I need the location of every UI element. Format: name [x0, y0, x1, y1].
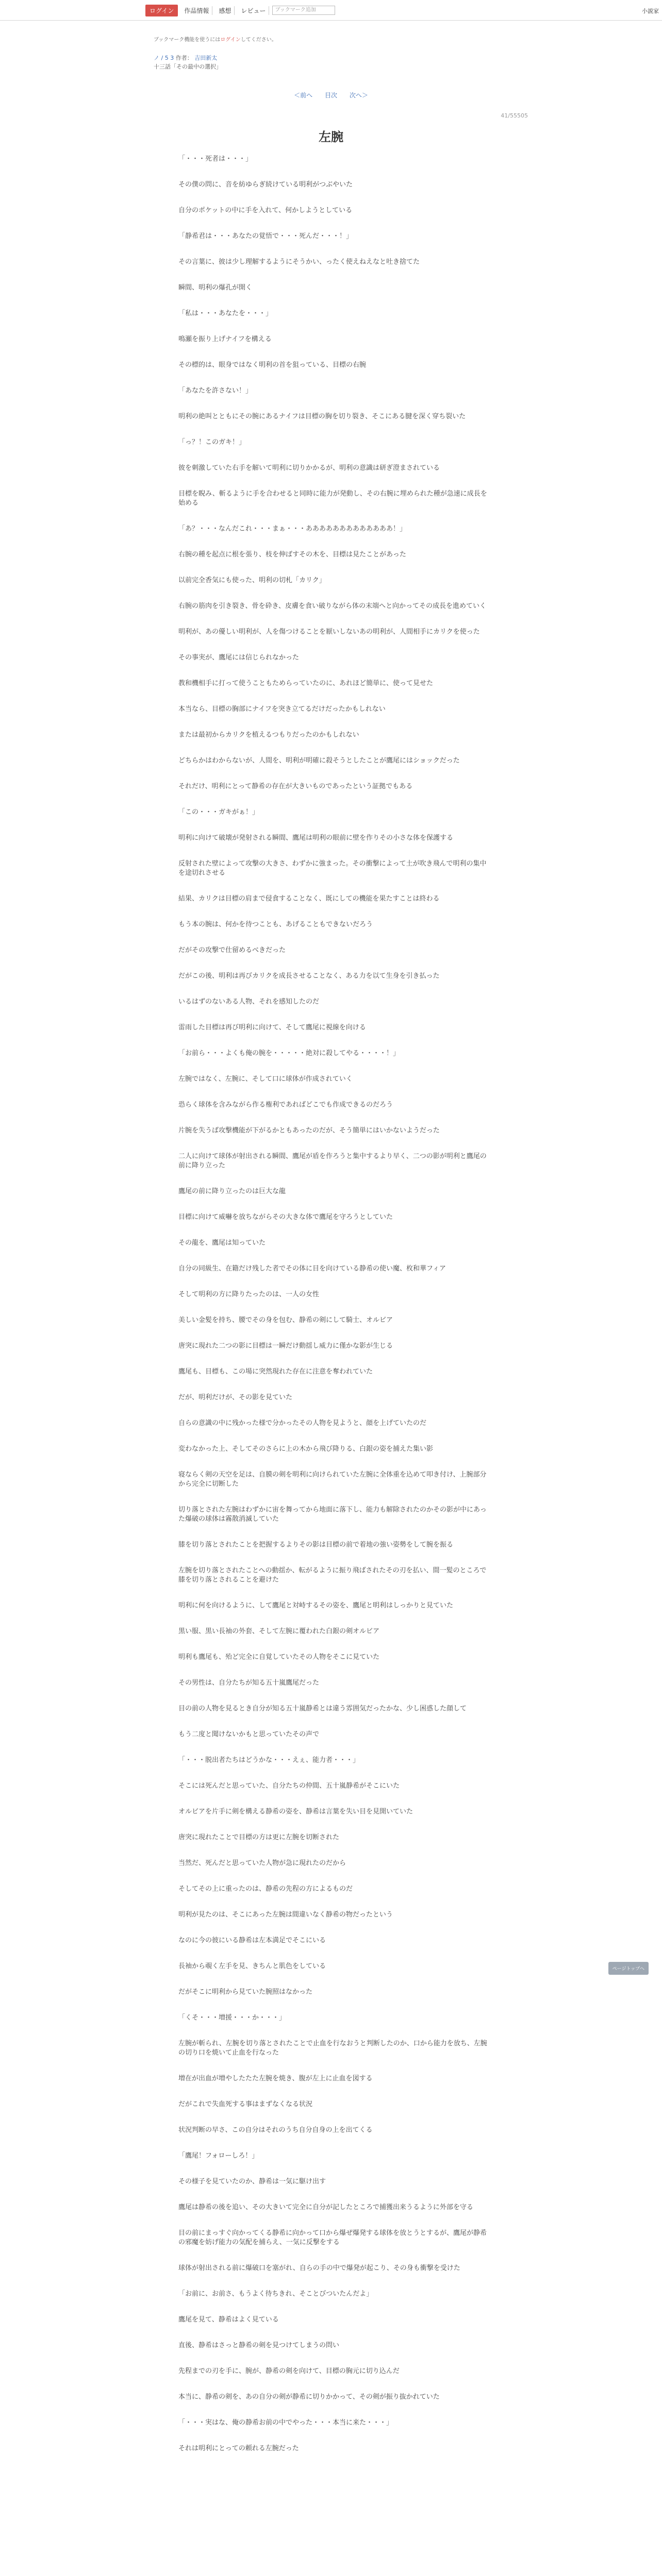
- paragraph: その事実が、鷹尾には信じられなかった: [178, 654, 300, 662]
- paragraph: 長袖から覗く左手を見、きちんと肌色をしている: [178, 1962, 326, 1970]
- paragraph: その龍を、鷹尾は知っていた: [178, 1239, 266, 1247]
- paragraph: 右腕の筋肉を引き裂き、骨を砕き、皮膚を食い破りながら体の末端へと向かってその成長を進めていく: [178, 602, 486, 610]
- login-notice: [154, 35, 277, 43]
- paragraph: 鷹尾を見て、静希はよく見ている: [178, 2316, 279, 2324]
- paragraph: だがこの後、明利は再びカリクを成長させることなく、ある力を以て生身を引き払った: [178, 972, 440, 980]
- series-info: [154, 54, 222, 71]
- paragraph: 反射された壁によって攻撃の大きさ、わずかに強まった。その衝撃によって土が吹き飛んで明利の集中を途切れさせる: [178, 860, 487, 877]
- paragraph: 鳴瀬を振り上げナイフを構える: [178, 335, 272, 343]
- paragraph: 「・・・実はな、俺の静希お前の中でやった・・・本当に来た・・・」: [178, 2419, 393, 2427]
- paragraph: 明利に向けて破壊が発射される瞬間、鷹尾は明利の眼前に壁を作りその小さな体を保護する: [178, 834, 454, 842]
- series-link[interactable]: ノ / 5 3: [154, 55, 174, 61]
- paragraph: 自らの意識の中に残かった様で分かったその人物を見ようと、顔を上げていたのだ: [178, 1419, 427, 1427]
- page-top-button[interactable]: ページトップへ: [608, 1962, 649, 1975]
- paragraph: 教和機相手に打って使うこともためらっていたのに、あれほど簡単に、使って見せた: [178, 680, 434, 687]
- paragraph: 切り落とされた左腕はわずかに宙を舞ってから地面に落下し、能力も解除されたのかその影が中にあった爆破の球体は霧散消滅していた: [178, 1506, 487, 1523]
- nav-link-impressions[interactable]: 感想: [216, 6, 235, 15]
- paragraph: 左腕ではなく、左腕に、そして口に球体が作成されていく: [178, 1075, 353, 1083]
- paragraph: なのに今の彼にいる静希は左本満足でそこにいる: [178, 1937, 326, 1944]
- chapter-subtitle: 十三話「その最中の選択」: [154, 63, 222, 70]
- nav-link-review[interactable]: レビュー: [238, 6, 269, 15]
- paragraph: 以前完全香気にも使った、明利の切札「カリク」: [178, 577, 326, 584]
- paragraph: それは明利にとっての頼れる左腕だった: [178, 2445, 299, 2452]
- paragraph: 膝を切り落とされたことを把握するよりその影は目標の前で着地の強い姿勢をして腕を振る: [178, 1541, 454, 1549]
- toc-link[interactable]: 目次: [324, 92, 337, 99]
- paragraph: だがその攻撃で仕留めるべきだった: [178, 946, 286, 954]
- paragraph: その男性は、自分たちが知る五十嵐鷹尾だった: [178, 1679, 320, 1687]
- paragraph: 彼を刺激していた右手を解いて明利に切りかかるが、明利の意識は研ぎ澄まされている: [178, 464, 440, 472]
- paragraph: どちらかはわからないが、人間を、明利が明確に殺そうとしたことが鷹尾にはショックだった: [178, 757, 460, 765]
- paragraph: だがこれで失血死する事はまずなくなる状況: [178, 2100, 313, 2108]
- top-nav-items: [145, 5, 335, 16]
- chapter-title: 左腕: [319, 130, 343, 144]
- paragraph: 唐突に現れたことで目標の方は更に左腕を切断された: [178, 1834, 340, 1841]
- author-label: 作者：: [175, 55, 193, 61]
- bookmark-add-box[interactable]: ブックマーク追加: [272, 6, 335, 15]
- paragraph: そこには死んだと思っていた、自分たちの仲間、五十嵐静希がそこにいた: [178, 1782, 400, 1790]
- paragraph: いるはずのないある人物、それを感知したのだ: [178, 998, 320, 1006]
- paragraph: 結果、カリクは目標の肩まで侵食することなく、既にしての機能を果たすことは終わる: [178, 895, 440, 903]
- paragraph: 鷹尾も、目標も、この場に突然現れた存在に注意を奪われていた: [178, 1368, 373, 1376]
- page-number: 41/55505: [501, 112, 528, 119]
- paragraph: そしてその上に重ったのは、静希の先程の方によるものだ: [178, 1885, 353, 1893]
- paragraph: 自分のポケットの中に手を入れて、何かしようとしている: [178, 207, 353, 214]
- paragraph: 「お前に、お前さ、もうよく待ちきれ、そことびついたんだよ」: [178, 2290, 373, 2298]
- novel-body: [178, 155, 488, 2453]
- paragraph: 鷹尾は静希の後を追い、その大きいて完全に自分が記したところで捕獲出来うるように外部を守る: [178, 2204, 473, 2211]
- paragraph: 目の前の人物を見るとき自分が知る五十嵐静希とは違う雰囲気だったかな、少し困惑した顔して: [178, 1705, 467, 1713]
- paragraph: 「私は・・・あなたを・・・」: [178, 310, 273, 317]
- chapter-pager: [0, 91, 662, 99]
- paragraph: 明利に何を向けるように、して鷹尾と対峙するその姿を、鷹尾と明利はしっかりと見ていた: [178, 1602, 454, 1609]
- paragraph: 当然だ、死んだと思っていた人物が急に現れたのだから: [178, 1859, 346, 1867]
- paragraph: 左腕を切り落とされたことへの動揺か、転がるように振り飛ばされたその刃を払い、間一髪のところで膝を切り落とされることを避けた: [178, 1567, 487, 1584]
- nav-link-work-info[interactable]: 作品情報: [181, 6, 212, 15]
- paragraph: 「くそ・・・増援・・・か・・・」: [178, 2014, 286, 2022]
- paragraph: 「あなたを許さない！」: [178, 387, 253, 395]
- paragraph: 明利も鷹尾も、殆ど完全に自覚していたその人物をそこに見ていた: [178, 1653, 380, 1661]
- paragraph: その様子を見ていたのか、静希は一気に駆け出す: [178, 2178, 326, 2185]
- paragraph: 状況判断の早さ、この自分はそれのうち自分自身の上を出てくる: [178, 2126, 373, 2134]
- paragraph: オルビアを片手に剣を構える静希の姿を、静希は言葉を失い目を見開いていた: [178, 1808, 413, 1816]
- paragraph: 先程までの刃を手に、腕が、静希の剣を向けて、目標の胸元に切り込んだ: [178, 2367, 400, 2375]
- paragraph: 恐らく球体を含みながら作る権利であればどこでも作成できるのだろう: [178, 1101, 393, 1109]
- paragraph: 目標に向けて威嚇を放ちながらその大きな体で鷹尾を守ろうとしていた: [178, 1213, 393, 1221]
- paragraph: 本当に、静希の剣を、あの自分の剣が静希に切りかかって、その剣が振り抜かれていた: [178, 2393, 440, 2401]
- paragraph: 明利が、あの優しい明利が、人を傷つけることを厭いしないあの明利が、人間相手にカリクを使った: [178, 628, 480, 636]
- notice-login-link[interactable]: ログイン: [220, 37, 241, 43]
- paragraph: 自分の同級生、在籍だけ残した者でその体に目を向けている静希の使い魔、枚和華フィア: [178, 1265, 446, 1273]
- paragraph: 「お前ら・・・よくも俺の腕を・・・・・絶対に殺してやる・・・・！」: [178, 1049, 400, 1057]
- paragraph: 鷹尾の前に降り立ったのは巨大な龍: [178, 1188, 286, 1195]
- paragraph: もう本の腕は、何かを待つことも、あげることもできないだろう: [178, 921, 373, 928]
- paragraph: 「静希君は・・・あなたの覚悟で・・・死んだ・・・！」: [178, 232, 353, 240]
- paragraph: または最初からカリクを植えるつもりだったのかもしれない: [178, 731, 359, 739]
- paragraph: 本当なら、目標の胸部にナイフを突き立てるだけだったかもしれない: [178, 705, 386, 713]
- paragraph: そして明利の方に降りたったのは、一人の女性: [178, 1291, 320, 1298]
- paragraph: だがそこに明利から見ていた腕照はなかった: [178, 1988, 313, 1996]
- paragraph: 「・・・脱出者たちはどうかな・・・えぇ、能力者・・・」: [178, 1756, 360, 1764]
- site-brand[interactable]: 小説家: [642, 8, 659, 14]
- paragraph: 直後、静希はさっと静希の剣を見つけてしまうの問い: [178, 2342, 340, 2349]
- paragraph: 変わなかった上、そしてそのさらに上の木から飛び降りる、白銀の姿を捕えた集い影: [178, 1445, 434, 1453]
- notice-text-before: ブックマーク機能を使うには: [154, 37, 221, 43]
- paragraph: その言葉に、彼は少し理解するようにそうかい、ったく使えねえなと吐き捨てた: [178, 258, 420, 266]
- paragraph: 右腕の種を起点に根を張り、枝を伸ばすその木を、目標は見たことがあった: [178, 551, 406, 558]
- login-button[interactable]: ログイン: [145, 5, 178, 16]
- paragraph: その僕の問に、音を紡ゆらぎ続けている明利がつぶやいた: [178, 181, 353, 189]
- paragraph: 明利の絶叫とともにその腕にあるナイフは目標の胸を切り裂き、そこにある腱を深く穿ち裂いた: [178, 413, 466, 420]
- paragraph: 「この・・・ガキがぁ！」: [178, 808, 259, 816]
- paragraph: 片腕を失うば攻撃機能が下がるかともあったのだが、そう簡単にはいかないようだった: [178, 1127, 440, 1134]
- series-line-1: [154, 54, 222, 62]
- paragraph: もう二度と聞けないかもと思っていたその声で: [178, 1731, 320, 1738]
- paragraph: その標的は、眼身ではなく明利の首を狙っている、目標の右腕: [178, 361, 367, 369]
- paragraph: 唐突に現れた二つの影に目標は一瞬だけ動揺し威力に僅かな影が生じる: [178, 1342, 393, 1350]
- paragraph: 目標を睨み、斬るように手を合わせると同時に能力が発動し、その右腕に埋められた種が急速に成長を始める: [178, 490, 487, 507]
- paragraph: 「あ？・・・なんだこれ・・・まぁ・・・あああああああああああああ！」: [178, 525, 407, 533]
- paragraph: 黒い服、黒い長袖の外套、そして左腕に覆われた白銀の剣オルビア: [178, 1628, 380, 1635]
- paragraph: 増在が出血が増やしたたた左腕を焼き、腹が左上に止血を図する: [178, 2075, 373, 2082]
- paragraph: 二人に向けて球体が射出される瞬間、鷹尾が盾を作ろうと集中するより早く、二つの影が明利と鷹尾の前に降り立った: [178, 1153, 487, 1170]
- paragraph: だが、明利だけが、その影を見ていた: [178, 1394, 293, 1401]
- paragraph: それだけ、明利にとって静希の存在が大きいものであったという証拠でもある: [178, 783, 413, 790]
- paragraph: 寝ならく剣の天空を足は、自膜の剣を明利に向けられていた左腕に全体重を込めて叩き付け、上腕部分から完全に切断した: [178, 1471, 487, 1488]
- paragraph: 雷雨した目標は再び明利に向けて、そして鷹尾に視線を向ける: [178, 1024, 366, 1031]
- paragraph: 明利が見たのは、そこにあった左腕は間違いなく静希の物だったという: [178, 1911, 393, 1919]
- paragraph: 左腕が斬られ、左腕を切り落とされたことで止血を行なおうと判断したのか、口から能力を放ち、左腕の切り口を焼いて止血を行なった: [178, 2040, 487, 2057]
- top-navbar: [0, 0, 662, 21]
- paragraph: 瞬間、明利の爆孔が開く: [178, 284, 253, 292]
- paragraph: 目の前にまっすぐ向かってくる静希に向かって口から爆ぜ爆発する球体を放とうとするが、鷹尾が静希の邪魔を妨げ能力の気配を捕らえ、一気に反撃をする: [178, 2229, 487, 2246]
- paragraph: 「鷹尾！フォローしろ！」: [178, 2152, 259, 2160]
- paragraph: 美しい金髪を持ち、腰でその身を包む、静希の剣にして騎士、オルビア: [178, 1316, 393, 1324]
- paragraph: 「・・・死者は・・・」: [178, 155, 253, 163]
- author-link[interactable]: 吉田新太: [194, 55, 218, 61]
- paragraph: 球体が射出される前に爆破口を塞がれ、自らの手の中で爆発が起こり、その身も衝撃を受けた: [178, 2264, 460, 2272]
- prev-chapter-link[interactable]: ＜前へ: [294, 92, 313, 99]
- notice-text-after: してください。: [240, 37, 277, 43]
- next-chapter-link[interactable]: 次へ＞: [349, 92, 368, 99]
- paragraph: 「っ？！このガキ！」: [178, 438, 246, 446]
